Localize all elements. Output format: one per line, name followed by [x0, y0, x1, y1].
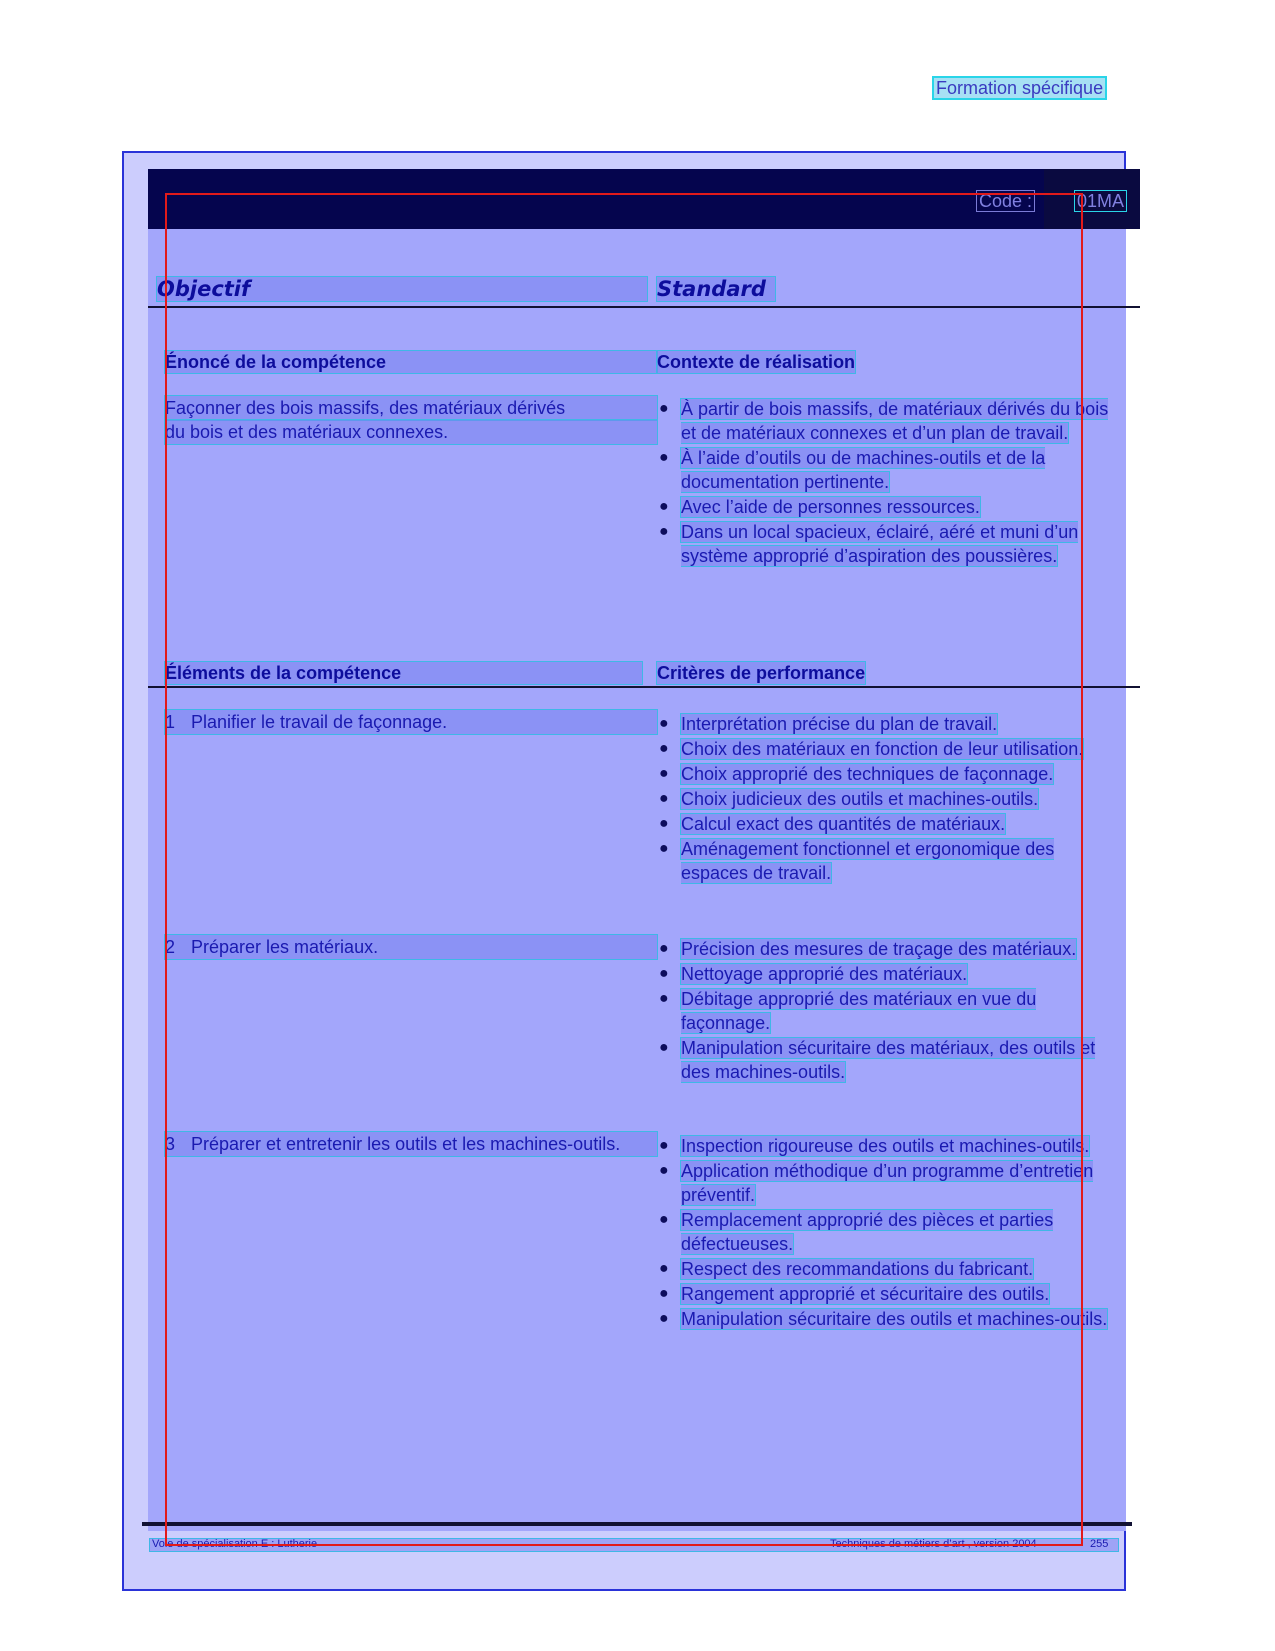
bullet-icon: ● [659, 1285, 669, 1302]
bullet-icon: ● [659, 400, 669, 417]
bullet-icon: ● [659, 765, 669, 782]
criteria-heading: Critères de performance [657, 663, 866, 683]
list-item: ● À l’aide d’outils ou de machines-outils et de la documentation pertinente. [659, 448, 1046, 492]
top-label: Formation spécifique [932, 76, 1107, 100]
footer-left: Voie de spécialisation E : Lutherie [152, 1538, 318, 1550]
enonce-text-line1: Façonner des bois massifs, des matériaux dérivés [165, 396, 657, 420]
bullet-icon: ● [659, 1310, 669, 1327]
list-item: ● Précision des mesures de traçage des matériaux. [659, 939, 1077, 959]
bullet-icon: ● [659, 449, 669, 466]
footer-rule [142, 1522, 1132, 1526]
bullet-icon: ● [659, 1137, 669, 1154]
enonce-text-line2: du bois et des matériaux connexes. [165, 420, 657, 444]
contexte-heading: Contexte de réalisation [657, 352, 856, 372]
footer-right: Techniques de métiers d’art , version 2004 [830, 1538, 1037, 1550]
list-item: ● Inspection rigoureuse des outils et machines-outils. [659, 1136, 1090, 1156]
list-item: ● Calcul exact des quantités de matériaux. [659, 814, 1006, 834]
criteria-list-1 [657, 712, 1117, 886]
bullet-icon: ● [659, 1039, 669, 1056]
list-item: ● Avec l’aide de personnes ressources. [659, 497, 980, 517]
list-item: ● Rangement approprié et sécuritaire des outils. [659, 1284, 1050, 1304]
bullet-icon: ● [659, 840, 669, 857]
criteria-list-3 [657, 1134, 1117, 1332]
contexte-list [657, 397, 1117, 569]
code-value: 01MA [1074, 190, 1127, 212]
bullet-icon: ● [659, 740, 669, 757]
list-item: ● Manipulation sécuritaire des outils et machines-outils. [659, 1309, 1108, 1329]
element-3: 3 Préparer et entretenir les outils et les machines-outils. [165, 1132, 657, 1156]
code-label: Code : [976, 190, 1035, 212]
enonce-heading: Énoncé de la compétence [165, 351, 657, 373]
list-item: ● Interprétation précise du plan de travail. [659, 714, 998, 734]
list-item: ● Application méthodique d’un programme d’entretien préventif. [659, 1161, 1094, 1205]
list-item: ● Choix judicieux des outils et machines-outils. [659, 789, 1039, 809]
list-item: ● Choix des matériaux en fonction de leur utilisation. [659, 739, 1084, 759]
list-item: ● À partir de bois massifs, de matériaux dérivés du bois et de matériaux connexes et d’un plan de travail. [659, 399, 1109, 443]
bullet-icon: ● [659, 965, 669, 982]
bullet-icon: ● [659, 790, 669, 807]
element-1: 1 Planifier le travail de façonnage. [165, 710, 657, 734]
list-item: ● Dans un local spacieux, éclairé, aéré et muni d’un système approprié d’aspiration des poussières. [659, 522, 1079, 566]
bullet-icon: ● [659, 1162, 669, 1179]
page-number: 255 [1090, 1538, 1109, 1550]
section-objectif: Objectif [157, 277, 647, 301]
list-item: ● Manipulation sécuritaire des matériaux, des outils et des machines-outils. [659, 1038, 1096, 1082]
list-item: ● Respect des recommandations du fabricant. [659, 1259, 1034, 1279]
bullet-icon: ● [659, 523, 669, 540]
bullet-icon: ● [659, 940, 669, 957]
bullet-icon: ● [659, 1211, 669, 1228]
criteria-list-2 [657, 937, 1117, 1085]
element-2: 2 Préparer les matériaux. [165, 935, 657, 959]
bullet-icon: ● [659, 1260, 669, 1277]
bullet-icon: ● [659, 990, 669, 1007]
bullet-icon: ● [659, 498, 669, 515]
list-item: ● Remplacement approprié des pièces et parties défectueuses. [659, 1210, 1054, 1254]
list-item: ● Nettoyage approprié des matériaux. [659, 964, 968, 984]
list-item: ● Débitage approprié des matériaux en vue du façonnage. [659, 989, 1037, 1033]
bullet-icon: ● [659, 715, 669, 732]
list-item: ● Aménagement fonctionnel et ergonomique des espaces de travail. [659, 839, 1055, 883]
bullet-icon: ● [659, 815, 669, 832]
elements-rule [148, 686, 1140, 688]
section-standard: Standard [657, 277, 775, 301]
list-item: ● Choix approprié des techniques de façonnage. [659, 764, 1054, 784]
elements-heading: Éléments de la compétence [165, 662, 642, 684]
section-rule [148, 306, 1140, 308]
